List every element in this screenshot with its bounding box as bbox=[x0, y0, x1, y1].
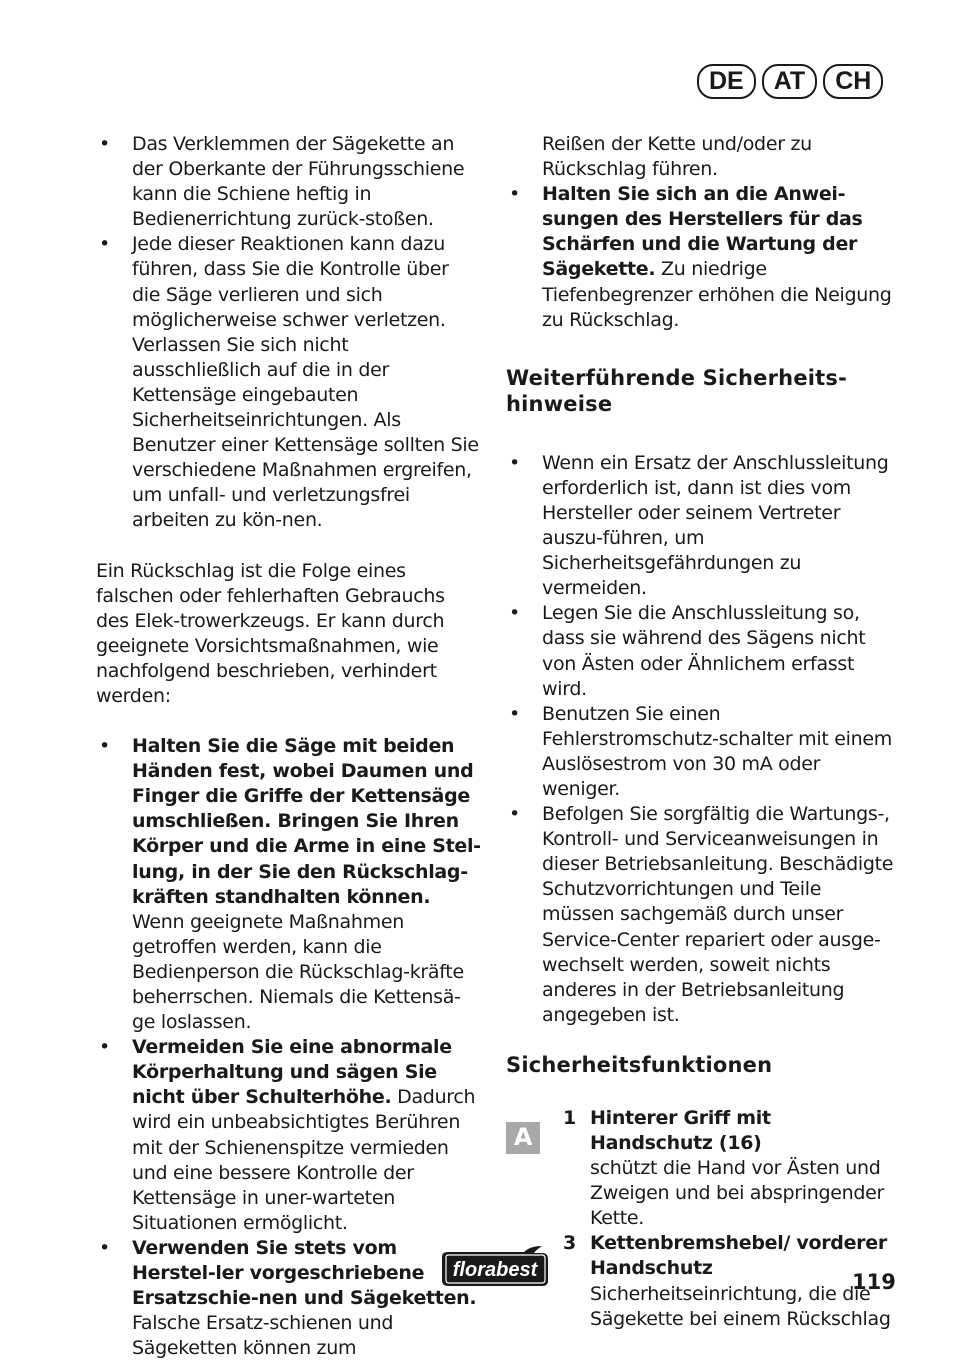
lang-badge-de: DE bbox=[697, 64, 756, 99]
list-item: • Befolgen Sie sorgfältig die Wartungs-, Kontroll- und Serviceanweisungen in dieser Betriebsanleitung. Beschädigte Schutzvorrichtungen und Teile müssen sachgemäß durch unser Service-Center repariert oder ausge-wechselt werden, soweit nichts anderes in der Betriebsanleitung angegeben ist. bbox=[506, 802, 896, 1028]
feature-description: Sicherheitseinrichtung, die die Sägekette bei einem Rückschlag bbox=[590, 1282, 891, 1330]
feature-description: schützt die Hand vor Ästen und Zweigen und bei abspringender Kette. bbox=[590, 1157, 885, 1230]
bullet-list-additional bbox=[506, 451, 896, 1028]
feature-title: Kettenbremshebel/ vorderer Handschutz bbox=[590, 1232, 887, 1280]
feature-number: 1 bbox=[563, 1106, 576, 1129]
instruction-text: Zu niedrige Tiefenbegrenzer erhöhen die Neigung zu Rückschlag. bbox=[542, 258, 892, 331]
list-item bbox=[96, 1035, 482, 1236]
feature-number: 3 bbox=[563, 1232, 576, 1255]
bullet-list-bold bbox=[96, 734, 482, 1361]
right-column bbox=[506, 132, 896, 1332]
left-column bbox=[96, 132, 482, 1361]
feature-list bbox=[563, 1106, 896, 1332]
list-item: • Legen Sie die Anschlussleitung so, dass sie während des Sägens nicht von Ästen oder Ähnlichem erfasst wird. bbox=[506, 601, 896, 701]
bullet-list-chain bbox=[506, 182, 896, 333]
feature-section bbox=[506, 1106, 896, 1332]
list-item bbox=[506, 182, 896, 333]
figure-label-a: A bbox=[506, 1122, 540, 1154]
instruction-text: Dadurch wird ein unbeabsichtigtes Berühren mit der Schienenspitze vermieden und eine bessere Kontrolle der Kettensäge in uner-warteten Situationen ermöglicht. bbox=[132, 1086, 476, 1234]
bullet-list-top bbox=[96, 132, 482, 534]
florabest-logo bbox=[438, 1243, 552, 1289]
kickback-paragraph: Ein Rückschlag ist die Folge eines falschen oder fehlerhaften Gebrauchs des Elek-trowerkzeugs. Er kann durch geeignete Vorsichtsmaßnahmen, wie nachfolgend beschrieben, verhindert werden: bbox=[96, 559, 445, 707]
list-item bbox=[96, 1236, 482, 1361]
bold-instruction: Halten Sie die Säge mit beiden Händen fest, wobei Daumen und Finger die Griffe der Kettensäge umschließen. Bringen Sie Ihren Körper und die Arme in eine Stel-lung, in der Sie den Rückschlag-kräften standhalten können. bbox=[132, 735, 481, 908]
continuation-text: Reißen der Kette und/oder zu Rückschlag führen. bbox=[542, 133, 812, 181]
bold-instruction: Halten Sie sich an die Anwei-sungen des Herstellers für das Schärfen und die Wartung der Sägekette. bbox=[542, 183, 863, 281]
instruction-text: Falsche Ersatz-schienen und Sägeketten können zum bbox=[132, 1312, 394, 1360]
section-heading-additional-safety: Weiterführende Sicherheits-hinweise bbox=[506, 365, 848, 416]
lang-badge-ch: CH bbox=[823, 64, 883, 99]
feature-item bbox=[563, 1231, 896, 1331]
lang-badge-at: AT bbox=[762, 64, 817, 99]
page-number: 119 bbox=[852, 1270, 896, 1294]
list-item: • Wenn ein Ersatz der Anschlussleitung erforderlich ist, dann ist dies vom Hersteller oder seinem Vertreter auszu-führen, um Sicherheitsgefährdungen zu vermeiden. bbox=[506, 451, 896, 602]
feature-item bbox=[563, 1106, 896, 1231]
list-item bbox=[96, 734, 482, 1035]
list-item: • Benutzen Sie einen Fehlerstromschutz-schalter mit einem Auslösestrom von 30 mA oder weniger. bbox=[506, 702, 896, 802]
language-badges bbox=[697, 64, 883, 99]
list-item: • Das Verklemmen der Sägekette an der Oberkante der Führungsschiene kann die Schiene heftig in Bedienerrichtung zurück-stoßen. bbox=[96, 132, 482, 232]
instruction-text: Wenn geeignete Maßnahmen getroffen werden, kann die Bedienperson die Rückschlag-kräfte beherrschen. Niemals die Kettensä-ge loslassen. bbox=[132, 910, 464, 1034]
feature-title: Hinterer Griff mit Handschutz (16) bbox=[590, 1106, 771, 1154]
logo-text: florabest bbox=[452, 1259, 538, 1281]
section-heading-safety-functions: Sicherheitsfunktionen bbox=[506, 1052, 773, 1077]
list-item: • Jede dieser Reaktionen kann dazu führen, dass Sie die Kontrolle über die Säge verlieren und sich möglicherweise schwer verletzen. Verlassen Sie sich nicht ausschließlich auf die in der Kettensäge eingebauten Sicherheitseinrichtungen. Als Benutzer einer Kettensäge sollten Sie verschiedene Maßnahmen ergreifen, um unfall- und verletzungsfrei arbeiten zu kön-nen. bbox=[96, 232, 482, 533]
bold-instruction: Verwenden Sie stets vom Herstel-ler vorgeschriebene Ersatzschie-nen und Sägeketten. bbox=[132, 1236, 477, 1310]
bold-instruction: Vermeiden Sie eine abnormale Körperhaltung und sägen Sie nicht über Schulterhöhe. bbox=[132, 1036, 452, 1109]
